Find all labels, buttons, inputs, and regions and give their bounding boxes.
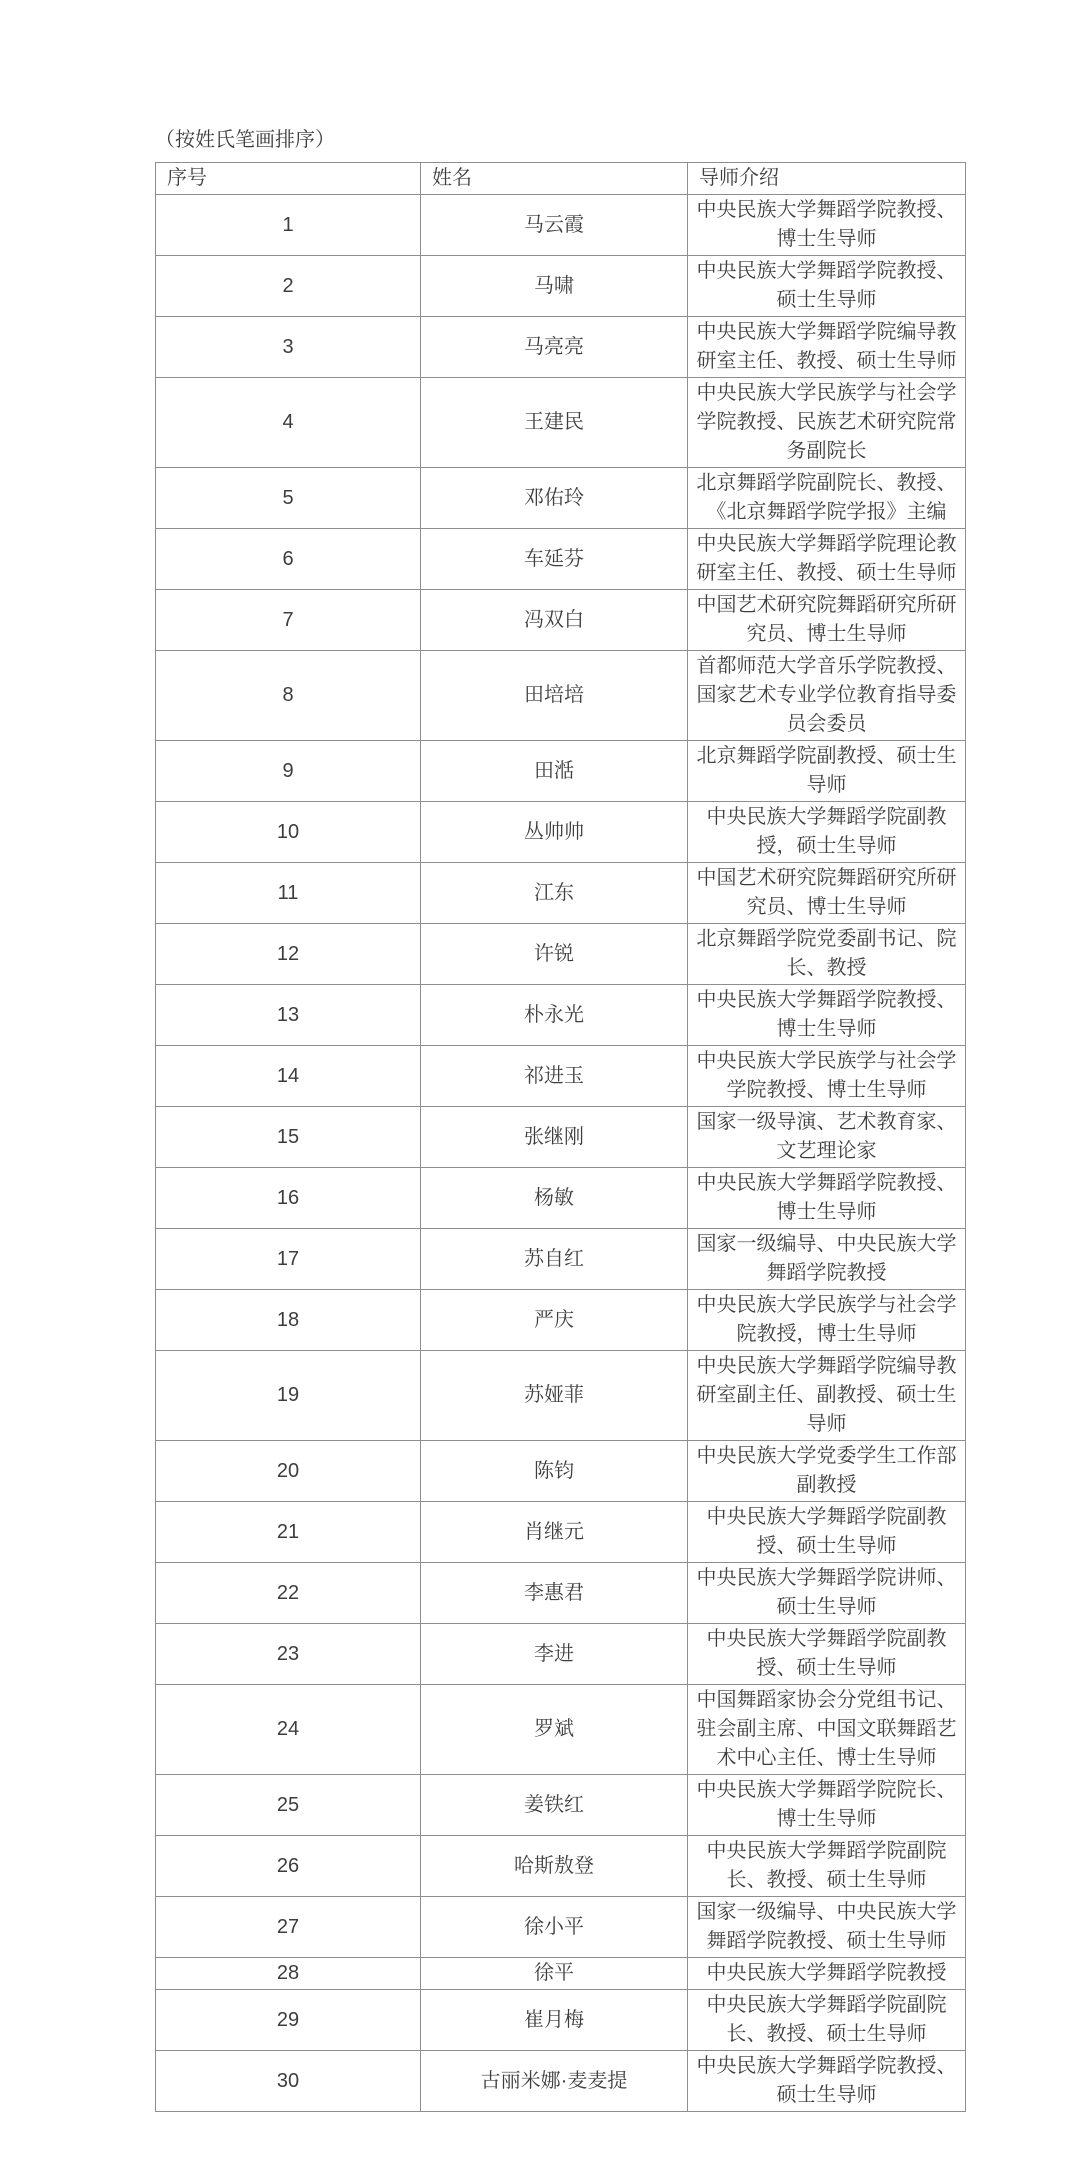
table-row [156, 741, 966, 802]
intro-cell: 中央民族大学舞蹈学院教授、硕士生导师 [688, 256, 966, 317]
name-cell: 马亮亮 [421, 317, 688, 378]
header-intro: 导师介绍 [688, 163, 966, 195]
row-number-cell: 6 [156, 529, 421, 590]
name-cell: 冯双白 [421, 590, 688, 651]
intro-cell: 中央民族大学舞蹈学院教授、博士生导师 [688, 985, 966, 1046]
table-row [156, 1046, 966, 1107]
intro-cell: 首都师范大学音乐学院教授、国家艺术专业学位教育指导委员会委员 [688, 651, 966, 741]
table-row [156, 195, 966, 256]
row-number-cell: 1 [156, 195, 421, 256]
row-number-cell: 21 [156, 1502, 421, 1563]
intro-cell: 国家一级编导、中央民族大学舞蹈学院教授 [688, 1229, 966, 1290]
table-row [156, 802, 966, 863]
name-cell: 王建民 [421, 378, 688, 468]
row-number-cell: 18 [156, 1290, 421, 1351]
document-body [155, 127, 966, 2112]
row-number-cell: 25 [156, 1775, 421, 1836]
intro-cell: 中央民族大学舞蹈学院副教授，硕士生导师 [688, 802, 966, 863]
row-number-cell: 20 [156, 1441, 421, 1502]
row-number-cell: 24 [156, 1685, 421, 1775]
name-cell: 哈斯敖登 [421, 1836, 688, 1897]
table-row [156, 1502, 966, 1563]
table-row [156, 1775, 966, 1836]
table-row [156, 924, 966, 985]
row-number-cell: 11 [156, 863, 421, 924]
name-cell: 古丽米娜·麦麦提 [421, 2051, 688, 2112]
intro-cell: 中央民族大学党委学生工作部副教授 [688, 1441, 966, 1502]
intro-cell: 中央民族大学民族学与社会学院教授，博士生导师 [688, 1290, 966, 1351]
row-number-cell: 3 [156, 317, 421, 378]
row-number-cell: 14 [156, 1046, 421, 1107]
intro-cell: 中央民族大学舞蹈学院副院长、教授、硕士生导师 [688, 1836, 966, 1897]
intro-cell: 国家一级编导、中央民族大学舞蹈学院教授、硕士生导师 [688, 1897, 966, 1958]
table-row [156, 1624, 966, 1685]
table-row [156, 529, 966, 590]
row-number-cell: 27 [156, 1897, 421, 1958]
name-cell: 徐平 [421, 1958, 688, 1990]
row-number-cell: 12 [156, 924, 421, 985]
table-row [156, 2051, 966, 2112]
name-cell: 罗斌 [421, 1685, 688, 1775]
table-row [156, 1168, 966, 1229]
table-row [156, 651, 966, 741]
intro-cell: 中央民族大学舞蹈学院理论教研室主任、教授、硕士生导师 [688, 529, 966, 590]
row-number-cell: 23 [156, 1624, 421, 1685]
name-cell: 江东 [421, 863, 688, 924]
table-row [156, 1897, 966, 1958]
row-number-cell: 22 [156, 1563, 421, 1624]
intro-cell: 中央民族大学民族学与社会学学院教授、民族艺术研究院常务副院长 [688, 378, 966, 468]
row-number-cell: 4 [156, 378, 421, 468]
intro-cell: 中央民族大学舞蹈学院教授、博士生导师 [688, 1168, 966, 1229]
intro-cell: 中央民族大学舞蹈学院副院长、教授、硕士生导师 [688, 1990, 966, 2051]
table-row [156, 378, 966, 468]
intro-cell: 中央民族大学舞蹈学院教授、硕士生导师 [688, 2051, 966, 2112]
name-cell: 杨敏 [421, 1168, 688, 1229]
row-number-cell: 7 [156, 590, 421, 651]
row-number-cell: 19 [156, 1351, 421, 1441]
table-row [156, 1290, 966, 1351]
intro-cell: 中央民族大学舞蹈学院讲师、硕士生导师 [688, 1563, 966, 1624]
header-number: 序号 [156, 163, 421, 195]
name-cell: 马云霞 [421, 195, 688, 256]
row-number-cell: 28 [156, 1958, 421, 1990]
table-row [156, 317, 966, 378]
name-cell: 朴永光 [421, 985, 688, 1046]
table-row [156, 863, 966, 924]
table-row [156, 590, 966, 651]
name-cell: 祁进玉 [421, 1046, 688, 1107]
intro-cell: 中央民族大学舞蹈学院编导教研室副主任、副教授、硕士生导师 [688, 1351, 966, 1441]
intro-cell: 中央民族大学民族学与社会学学院教授、博士生导师 [688, 1046, 966, 1107]
name-cell: 严庆 [421, 1290, 688, 1351]
row-number-cell: 30 [156, 2051, 421, 2112]
name-cell: 车延芬 [421, 529, 688, 590]
row-number-cell: 15 [156, 1107, 421, 1168]
intro-cell: 中央民族大学舞蹈学院副教授、硕士生导师 [688, 1624, 966, 1685]
intro-cell: 中国舞蹈家协会分党组书记、驻会副主席、中国文联舞蹈艺术中心主任、博士生导师 [688, 1685, 966, 1775]
table-row [156, 985, 966, 1046]
name-cell: 苏自红 [421, 1229, 688, 1290]
name-cell: 李进 [421, 1624, 688, 1685]
intro-cell: 中国艺术研究院舞蹈研究所研究员、博士生导师 [688, 863, 966, 924]
name-cell: 邓佑玲 [421, 468, 688, 529]
table-row [156, 1351, 966, 1441]
table-body [156, 195, 966, 2112]
intro-cell: 中国艺术研究院舞蹈研究所研究员、博士生导师 [688, 590, 966, 651]
name-cell: 许锐 [421, 924, 688, 985]
name-cell: 徐小平 [421, 1897, 688, 1958]
row-number-cell: 5 [156, 468, 421, 529]
intro-cell: 北京舞蹈学院副院长、教授、《北京舞蹈学院学报》主编 [688, 468, 966, 529]
row-number-cell: 17 [156, 1229, 421, 1290]
name-cell: 丛帅帅 [421, 802, 688, 863]
name-cell: 李惠君 [421, 1563, 688, 1624]
name-cell: 苏娅菲 [421, 1351, 688, 1441]
intro-cell: 北京舞蹈学院副教授、硕士生导师 [688, 741, 966, 802]
row-number-cell: 9 [156, 741, 421, 802]
name-cell: 田培培 [421, 651, 688, 741]
table-row [156, 1441, 966, 1502]
row-number-cell: 26 [156, 1836, 421, 1897]
table-row [156, 1958, 966, 1990]
intro-cell: 中央民族大学舞蹈学院教授 [688, 1958, 966, 1990]
row-number-cell: 29 [156, 1990, 421, 2051]
sort-note: （按姓氏笔画排序） [155, 129, 335, 151]
table-row [156, 1229, 966, 1290]
intro-cell: 中央民族大学舞蹈学院副教授、硕士生导师 [688, 1502, 966, 1563]
name-cell: 田湉 [421, 741, 688, 802]
intro-cell: 中央民族大学舞蹈学院编导教研室主任、教授、硕士生导师 [688, 317, 966, 378]
table-row [156, 1836, 966, 1897]
name-cell: 崔月梅 [421, 1990, 688, 2051]
row-number-cell: 8 [156, 651, 421, 741]
row-number-cell: 2 [156, 256, 421, 317]
row-number-cell: 16 [156, 1168, 421, 1229]
row-number-cell: 13 [156, 985, 421, 1046]
mentor-table [155, 162, 966, 2112]
table-header-row [156, 163, 966, 195]
name-cell: 肖继元 [421, 1502, 688, 1563]
intro-cell: 北京舞蹈学院党委副书记、院长、教授 [688, 924, 966, 985]
intro-cell: 中央民族大学舞蹈学院教授、博士生导师 [688, 195, 966, 256]
name-cell: 陈钧 [421, 1441, 688, 1502]
table-row [156, 1107, 966, 1168]
header-name: 姓名 [421, 163, 688, 195]
row-number-cell: 10 [156, 802, 421, 863]
table-row [156, 1563, 966, 1624]
table-row [156, 468, 966, 529]
table-row [156, 256, 966, 317]
name-cell: 张继刚 [421, 1107, 688, 1168]
intro-cell: 国家一级导演、艺术教育家、文艺理论家 [688, 1107, 966, 1168]
intro-cell: 中央民族大学舞蹈学院院长、博士生导师 [688, 1775, 966, 1836]
name-cell: 马啸 [421, 256, 688, 317]
table-row [156, 1990, 966, 2051]
name-cell: 姜铁红 [421, 1775, 688, 1836]
table-row [156, 1685, 966, 1775]
